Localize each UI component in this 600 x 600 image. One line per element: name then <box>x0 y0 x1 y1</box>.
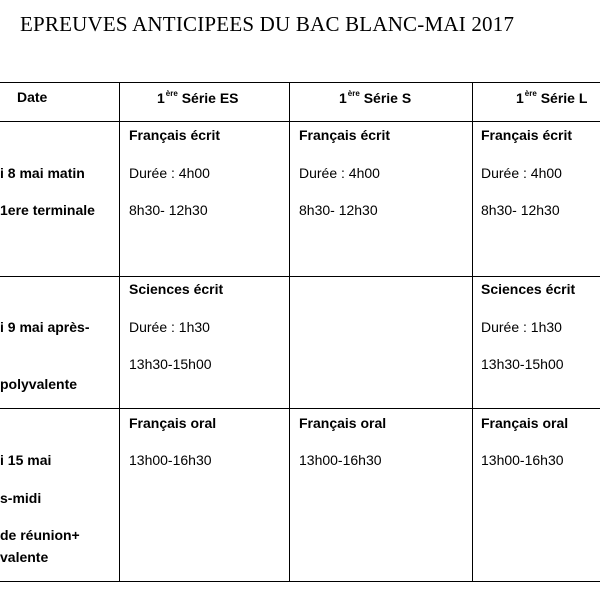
row2-es-subject: Sciences écrit <box>129 281 224 297</box>
row2-l-time: 13h30-15h00 <box>481 356 564 372</box>
row3-date-line4: valente <box>0 549 49 565</box>
row2-l-duration: Durée : 1h30 <box>481 319 562 335</box>
header-series-l <box>516 89 587 106</box>
row3-s-time: 13h00-16h30 <box>299 452 382 468</box>
row3-date-line3: de réunion+ <box>0 527 80 543</box>
row1-s-time: 8h30- 12h30 <box>299 202 378 218</box>
row1-l-subject: Français écrit <box>481 127 573 143</box>
page-title: EPREUVES ANTICIPEES DU BAC BLANC-MAI 2017 <box>20 12 515 36</box>
row-divider-1 <box>0 276 600 277</box>
header-es-series: Série ES <box>181 90 239 106</box>
header-date: Date <box>17 89 48 105</box>
table-border-top <box>0 82 600 83</box>
column-divider-1 <box>119 82 120 582</box>
row1-date-line2: 1ere terminale <box>0 202 95 218</box>
row1-date-line1: i 8 mai matin <box>0 165 85 181</box>
row2-date-line2: polyvalente <box>0 376 78 392</box>
table-border-bottom <box>0 581 600 582</box>
row1-es-subject: Français écrit <box>129 127 221 143</box>
row2-es-time: 13h30-15h00 <box>129 356 212 372</box>
row3-es-subject: Français oral <box>129 415 217 431</box>
row3-es-time: 13h00-16h30 <box>129 452 212 468</box>
header-es-prefix: 1 <box>157 90 165 106</box>
header-l-sup: ère <box>524 89 537 98</box>
header-es-sup: ère <box>165 89 178 98</box>
header-s-series: Série S <box>363 90 412 106</box>
header-s-prefix: 1 <box>339 90 347 106</box>
row1-s-subject: Français écrit <box>299 127 391 143</box>
header-s-sup: ère <box>347 89 360 98</box>
row1-es-duration: Durée : 4h00 <box>129 165 210 181</box>
header-series-es <box>157 89 239 106</box>
row3-l-time: 13h00-16h30 <box>481 452 564 468</box>
row2-l-subject: Sciences écrit <box>481 281 576 297</box>
header-l-prefix: 1 <box>516 90 524 106</box>
row2-date-line1: i 9 mai après- <box>0 319 90 335</box>
row2-es-duration: Durée : 1h30 <box>129 319 210 335</box>
row-divider-2 <box>0 408 600 409</box>
row3-l-subject: Français oral <box>481 415 569 431</box>
row3-date-line1: i 15 mai <box>0 452 52 468</box>
row1-l-duration: Durée : 4h00 <box>481 165 562 181</box>
header-series-s <box>339 89 411 106</box>
row1-s-duration: Durée : 4h00 <box>299 165 380 181</box>
header-divider <box>0 121 600 122</box>
row3-date-line2: s-midi <box>0 490 42 506</box>
column-divider-2 <box>289 82 290 582</box>
row3-s-subject: Français oral <box>299 415 387 431</box>
row1-l-time: 8h30- 12h30 <box>481 202 560 218</box>
row1-es-time: 8h30- 12h30 <box>129 202 208 218</box>
column-divider-3 <box>472 82 473 582</box>
header-l-series: Série L <box>540 90 588 106</box>
